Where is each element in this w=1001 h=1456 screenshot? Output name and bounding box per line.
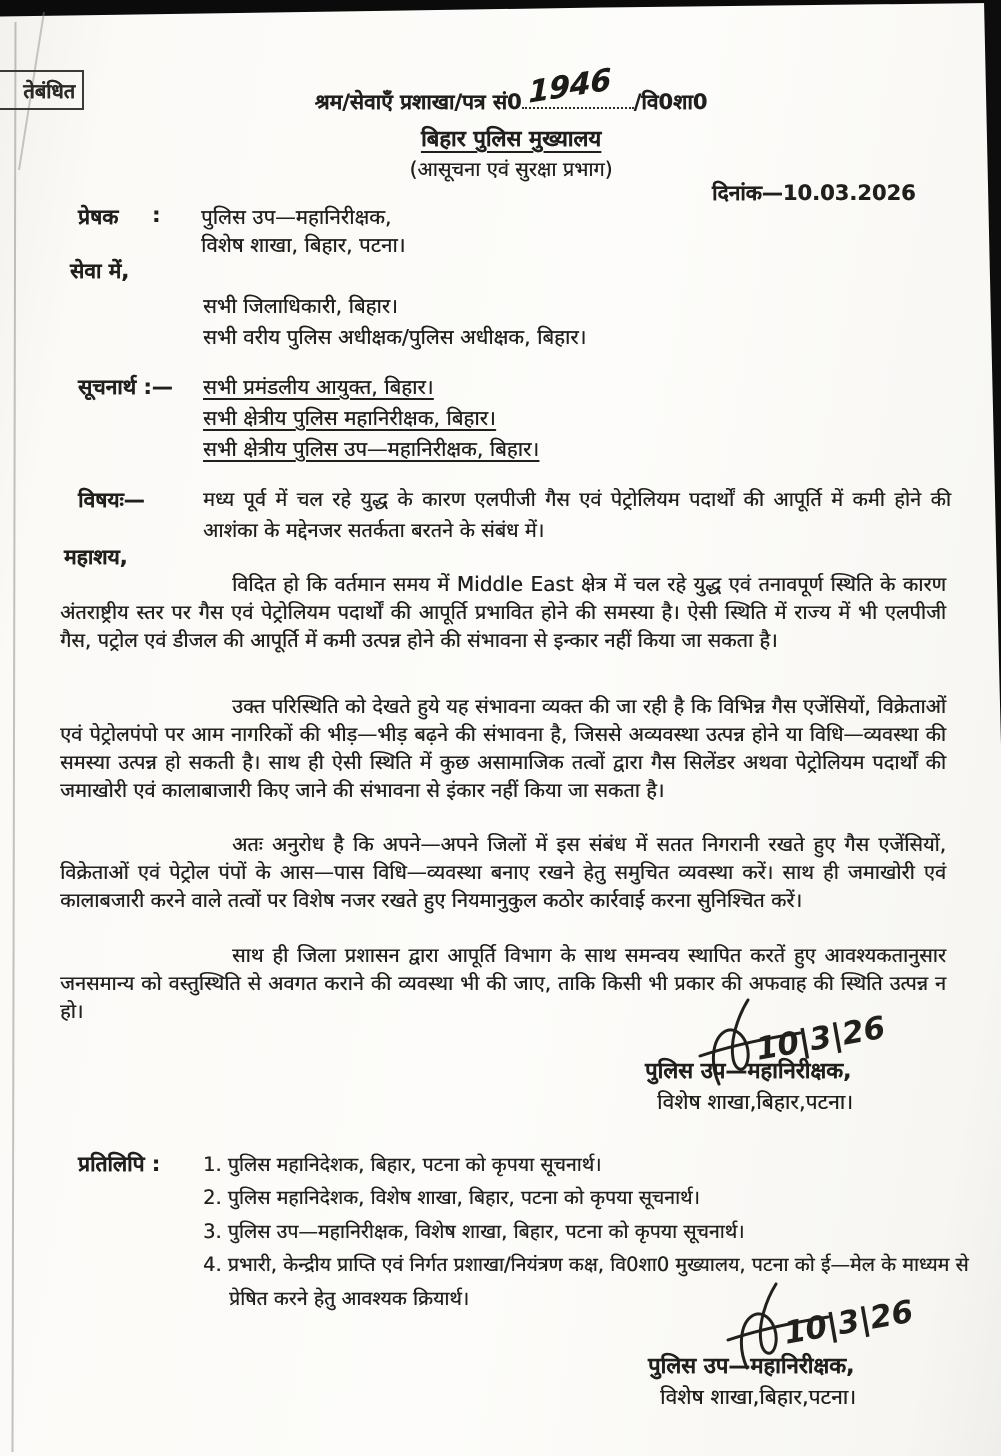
subject-text: मध्य पूर्व में चल रहे युद्ध के कारण एलपीजी गैस एवं पेट्रोलियम पदार्थों की आपूर्ति में कमी होने की आशंका के मद्देनजर सतर्कता बरतने के संबंध में। [203,487,951,542]
reference-line [228,62,794,116]
body-paragraph: विदित हो कि वर्तमान समय में Middle East क्षेत्र में चल रहे युद्ध एवं तनावपूर्ण स्थिति के कारण अंतराष्ट्रीय स्तर पर गैस एवं पेट्रोलियम पदार्थों की आपूर्ति प्रभावित होने की समस्या है। ऐसी स्थिति में राज्य में भी एलपीजी गैस, पट्रोल एवं डीजल की आपूर्ति में कमी उत्पन्न होने की संभावना से इन्कार नहीं किया जा सकता है। [60,572,946,652]
reference-suffix: /वि0शा0 [633,90,708,114]
signature-date-handwritten: 10|3|26 [753,1009,888,1068]
copy-item: 2. पुलिस महानिदेशक, विशेष शाखा, बिहार, पटना को कृपया सूचनार्थ। [203,1186,700,1210]
body-paragraph: साथ ही जिला प्रशासन द्वारा आपूर्ति विभाग के साथ समन्वय स्थापित करतें हुए आवश्यकतानुसार जनसमान्य को वस्तुस्थिति से अवगत कराने की व्यवस्था भी की जाए, ताकि किसी भी प्रकार की अफवाह की स्थिति उत्पन्न न हो। [60,943,946,1023]
org-title [228,123,794,153]
notify-item: सभी क्षेत्रीय पुलिस महानिरीक्षक, बिहार। [203,406,496,430]
from-office: विशेष शाखा, बिहार, पटना। [201,233,406,257]
notify-item: सभी प्रमंडलीय आयुक्त, बिहार। [203,375,434,399]
signatory-office: विशेष शाखा,बिहार,पटना। [660,1385,857,1409]
dotted-underline [522,62,634,111]
org-subtitle: (आसूचना एवं सुरक्षा प्रभाग) [409,157,613,181]
ref-number-handwritten: 1946 [528,62,611,111]
org-title-text: बिहार पुलिस मुख्यालय [420,127,602,152]
signatory-designation: पुलिस उप—महानिरीक्षक, [648,1354,855,1379]
from-label: प्रेषक [78,205,119,229]
subject-label: विषयः— [78,488,145,512]
from-colon: : [152,203,161,227]
signatory-office: विशेष शाखा,बिहार,पटना। [657,1090,854,1114]
signatory-designation: पुलिस उप—महानिरीक्षक, [645,1059,852,1084]
notify-item: सभी क्षेत्रीय पुलिस उप—महानिरीक्षक, बिहार। [203,437,540,461]
copy-item: 1. पुलिस महानिदेशक, बिहार, पटना को कृपया सूचनार्थ। [203,1153,602,1176]
body-paragraph: अतः अनुरोध है कि अपने—अपने जिलों में इस संबंध में सतत निगरानी रखते हुए गैस एजेंसियों, विक्रेताओं एवं पेट्रोल पंपों के आस—पास विधि—व्यवस्था बनाए रखने हेतु समुचित व्यवस्था करें। साथ ही जमाखोरी एवं कालाबजारी करने वाले तत्वों पर विशेष नजर रखते हुए नियमानुकुल कठोर कार्रवाई करना सुनिश्चित करें। [60,832,946,912]
notify-label: सूचनार्थ :— [78,375,173,399]
signature-date-handwritten: 10|3|26 [781,1293,916,1352]
copy-item: 3. पुलिस उप—महानिरीक्षक, विशेष शाखा, बिहार, पटना को कृपया सूचनार्थ। [203,1219,745,1243]
from-designation: पुलिस उप—महानिरीक्षक, [201,205,392,229]
recipient-line: सभी वरीय पुलिस अधीक्षक/पुलिस अधीक्षक, बिहार। [203,325,587,349]
stamp-text: तेबंधित [23,78,75,103]
to-label: सेवा में, [70,259,130,283]
body-paragraph: उक्त परिस्थिति को देखते हुये यह संभावना व्यक्त की जा रही है कि विभिन्न गैस एजेंसियों, विक्रेताओं एवं पेट्रोलपंपो पर आम नागरिकों की भीड़—भीड़ बढ़ने की संभावना है, जिससे अव्यवस्था उत्पन्न होने या विधि—व्यवस्था की समस्या उत्पन्न हो सकती है। साथ ही ऐसी स्थिति में कुछ असामाजिक तत्वों द्वारा गैस सिलेंडर अथवा पेट्रोलियम पदार्थों की जमाखोरी एवं कालाबाजारी किए जाने की संभावना से इंकार नहीं किया जा सकता है। [60,694,946,802]
date-line: दिनांक—10.03.2026 [712,181,916,205]
recipient-line: सभी जिलाधिकारी, बिहार। [203,294,398,318]
paper-fold-line [12,22,16,1452]
letterhead [228,62,794,182]
copy-item: 4. प्रभारी, केन्द्रीय प्राप्ति एवं निर्गत प्रशाखा/नियंत्रण कक्ष, वि0शा0 मुख्यालय, पटना को ई—मेल के माध्यम से प्रेषित करने हेतु आवश्यक क्रियार्थ। [203,1253,969,1310]
salutation: महाशय, [64,545,128,569]
copy-label: प्रतिलिपि : [78,1152,161,1176]
stamp-box [0,70,84,110]
reference-prefix: श्रम/सेवाएँ प्रशाखा/पत्र सं0 [314,90,522,114]
scan-dark-edge-right [984,0,1001,745]
scan-dark-edge-top [0,0,1001,18]
